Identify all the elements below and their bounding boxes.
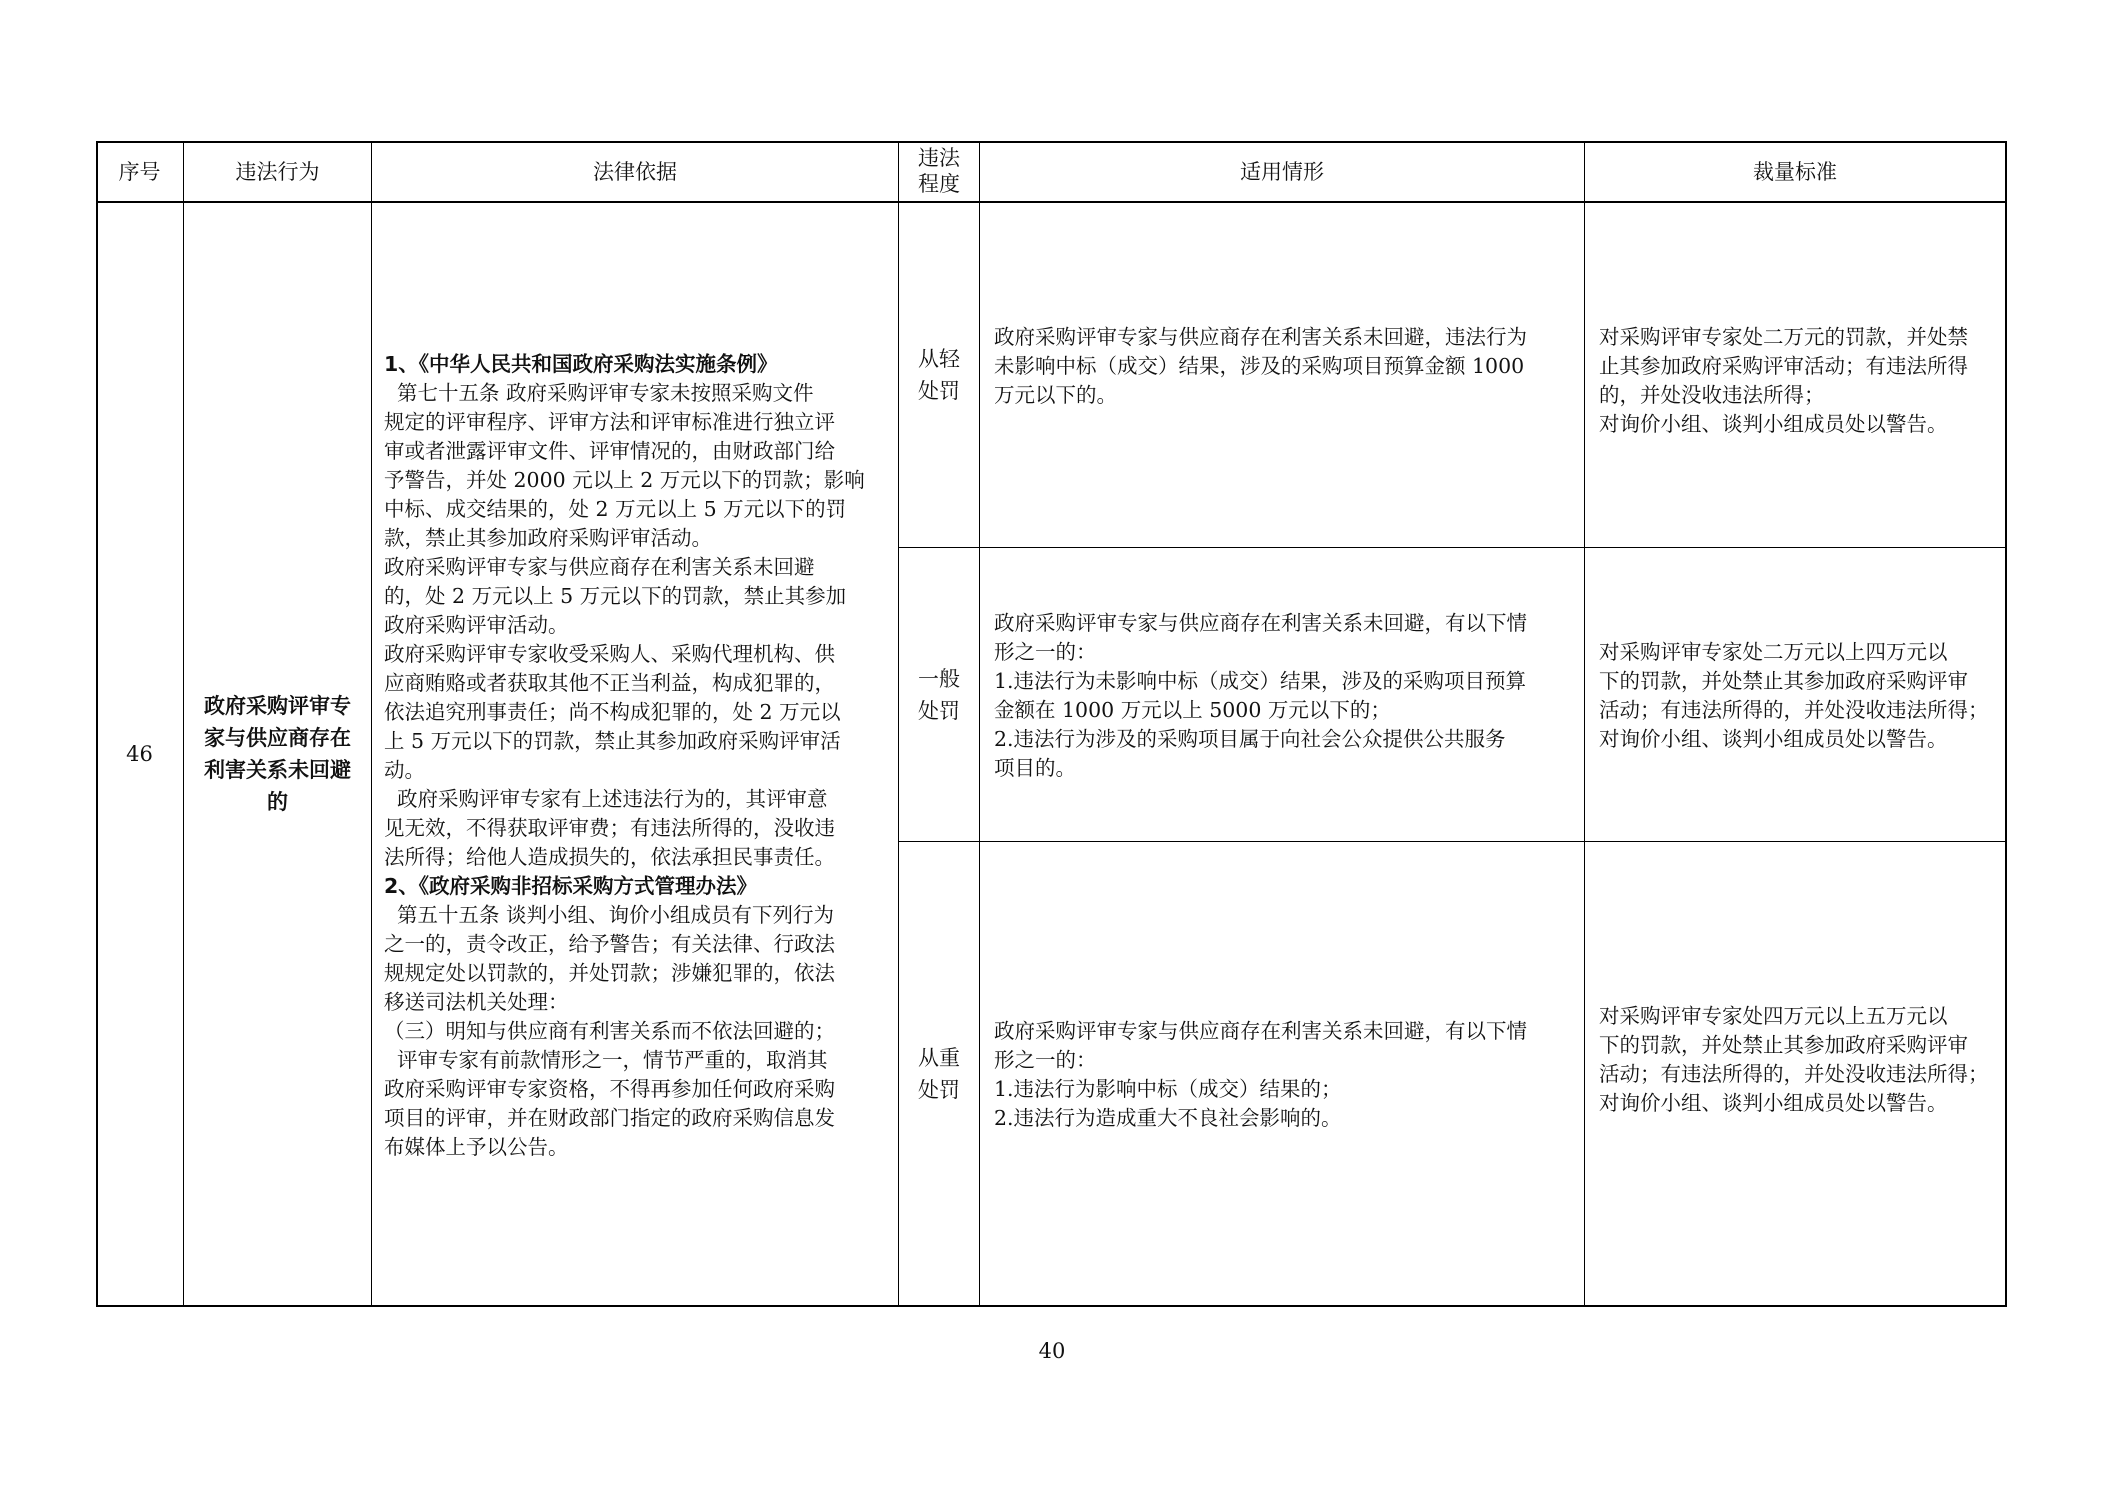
situation-line: 政府采购评审专家与供应商存在利害关系未回避，违法行为 — [994, 325, 1527, 349]
situation-line: 政府采购评审专家与供应商存在利害关系未回避，有以下情 — [994, 611, 1527, 635]
legal-line: 依法追究刑事责任；尚不构成犯罪的，处 2 万元以 — [384, 700, 841, 724]
degree-normal: 一般 处罚 — [918, 666, 960, 723]
legal-line: 2、《政府采购非招标采购方式管理办法》 — [384, 874, 758, 898]
standard-line: 的，并处没收违法所得； — [1599, 383, 1825, 407]
legal-line: 中标、成交结果的，处 2 万元以上 5 万元以下的罚 — [384, 497, 847, 521]
situation-line: 万元以下的。 — [994, 383, 1117, 407]
situation-line: 项目的。 — [994, 756, 1076, 780]
situation-line: 形之一的： — [994, 640, 1097, 664]
legal-line: 应商贿赂或者获取其他不正当利益，构成犯罪的， — [384, 671, 835, 695]
legal-line: 之一的，责令改正，给予警告；有关法律、行政法 — [384, 932, 835, 956]
standard-line: 止其参加政府采购评审活动；有违法所得 — [1599, 354, 1968, 378]
legal-line: 审或者泄露评审文件、评审情况的，由财政部门给 — [384, 439, 835, 463]
standard-line: 活动；有违法所得的，并处没收违法所得； — [1599, 1062, 1989, 1086]
legal-line: 见无效，不得获取评审费；有违法所得的，没收违 — [384, 816, 835, 840]
legal-line: 予警告，并处 2000 元以上 2 万元以下的罚款；影响 — [384, 468, 865, 492]
legal-line: 款，禁止其参加政府采购评审活动。 — [384, 526, 712, 550]
situation-heavy — [994, 842, 1579, 1305]
table-border-bottom — [96, 1305, 2007, 1307]
legal-line: 政府采购评审专家收受采购人、采购代理机构、供 — [384, 642, 835, 666]
situation-line: 2.违法行为涉及的采购项目属于向社会公众提供公共服务 — [994, 727, 1506, 751]
legal-line: 规规定处以罚款的，并处罚款；涉嫌犯罪的，依法 — [384, 961, 835, 985]
legal-line: 第七十五条 政府采购评审专家未按照采购文件 — [384, 381, 814, 405]
legal-line: 移送司法机关处理： — [384, 990, 569, 1014]
situation-line: 2.违法行为造成重大不良社会影响的。 — [994, 1106, 1342, 1130]
standard-light — [1599, 203, 1999, 547]
standard-line: 对询价小组、谈判小组成员处以警告。 — [1599, 727, 1948, 751]
standard-line: 对采购评审专家处二万元以上四万元以 — [1599, 640, 1948, 664]
legal-line: 项目的评审，并在财政部门指定的政府采购信息发 — [384, 1106, 835, 1130]
legal-line: 政府采购评审活动。 — [384, 613, 569, 637]
row-behavior: 政府采购评审专 家与供应商存在 利害关系未回避 的 — [204, 694, 351, 814]
legal-line: 第五十五条 谈判小组、询价小组成员有下列行为 — [384, 903, 835, 927]
legal-line: 法所得；给他人造成损失的，依法承担民事责任。 — [384, 845, 835, 869]
header-behavior: 违法行为 — [235, 160, 320, 184]
table-border-right — [2005, 141, 2007, 1307]
legal-line: 动。 — [384, 758, 425, 782]
col-divider-5 — [1584, 141, 1585, 1307]
legal-line: 1、《中华人民共和国政府采购法实施条例》 — [384, 352, 778, 376]
header-legal-basis: 法律依据 — [593, 160, 677, 184]
legal-line: （三）明知与供应商有利害关系而不依法回避的； — [384, 1019, 835, 1043]
situation-line: 政府采购评审专家与供应商存在利害关系未回避，有以下情 — [994, 1019, 1527, 1043]
col-divider-2 — [371, 141, 372, 1307]
legal-line: 布媒体上予以公告。 — [384, 1135, 569, 1159]
legal-line: 评审专家有前款情形之一，情节严重的，取消其 — [384, 1048, 828, 1072]
legal-line: 政府采购评审专家有上述违法行为的，其评审意 — [384, 787, 828, 811]
page-number: 40 — [1038, 1339, 1066, 1363]
legal-line: 的，处 2 万元以上 5 万元以下的罚款，禁止其参加 — [384, 584, 847, 608]
legal-basis-text — [384, 141, 894, 1307]
header-situation: 适用情形 — [1240, 160, 1324, 184]
header-standard: 裁量标准 — [1753, 160, 1837, 184]
situation-light — [994, 203, 1579, 547]
situation-line: 形之一的： — [994, 1048, 1097, 1072]
row-seq: 46 — [126, 742, 153, 766]
situation-line: 未影响中标（成交）结果，涉及的采购项目预算金额 1000 — [994, 354, 1525, 378]
situation-line: 1.违法行为影响中标（成交）结果的； — [994, 1077, 1342, 1101]
standard-line: 对询价小组、谈判小组成员处以警告。 — [1599, 1091, 1948, 1115]
standard-line: 对询价小组、谈判小组成员处以警告。 — [1599, 412, 1948, 436]
legal-line: 政府采购评审专家与供应商存在利害关系未回避 — [384, 555, 815, 579]
degree-heavy: 从重 处罚 — [918, 1045, 960, 1102]
situation-line: 1.违法行为未影响中标（成交）结果，涉及的采购项目预算 — [994, 669, 1527, 693]
header-seq: 序号 — [118, 160, 161, 184]
situation-normal — [994, 548, 1579, 841]
standard-line: 对采购评审专家处四万元以上五万元以 — [1599, 1004, 1948, 1028]
standard-line: 对采购评审专家处二万元的罚款，并处禁 — [1599, 325, 1968, 349]
degree-light: 从轻 处罚 — [918, 347, 960, 403]
standard-heavy — [1599, 842, 1999, 1305]
legal-line: 上 5 万元以下的罚款，禁止其参加政府采购评审活 — [384, 729, 841, 753]
standard-normal — [1599, 548, 1999, 841]
standard-line: 活动；有违法所得的，并处没收违法所得； — [1599, 698, 1989, 722]
penalty-table — [96, 141, 2007, 1307]
legal-line: 规定的评审程序、评审方法和评审标准进行独立评 — [384, 410, 835, 434]
header-degree: 违法 程度 — [918, 146, 960, 196]
standard-line: 下的罚款，并处禁止其参加政府采购评审 — [1599, 669, 1968, 693]
legal-line: 政府采购评审专家资格，不得再参加任何政府采购 — [384, 1077, 835, 1101]
situation-line: 金额在 1000 万元以上 5000 万元以下的； — [994, 698, 1391, 722]
col-divider-4 — [979, 141, 980, 1307]
standard-line: 下的罚款，并处禁止其参加政府采购评审 — [1599, 1033, 1968, 1057]
